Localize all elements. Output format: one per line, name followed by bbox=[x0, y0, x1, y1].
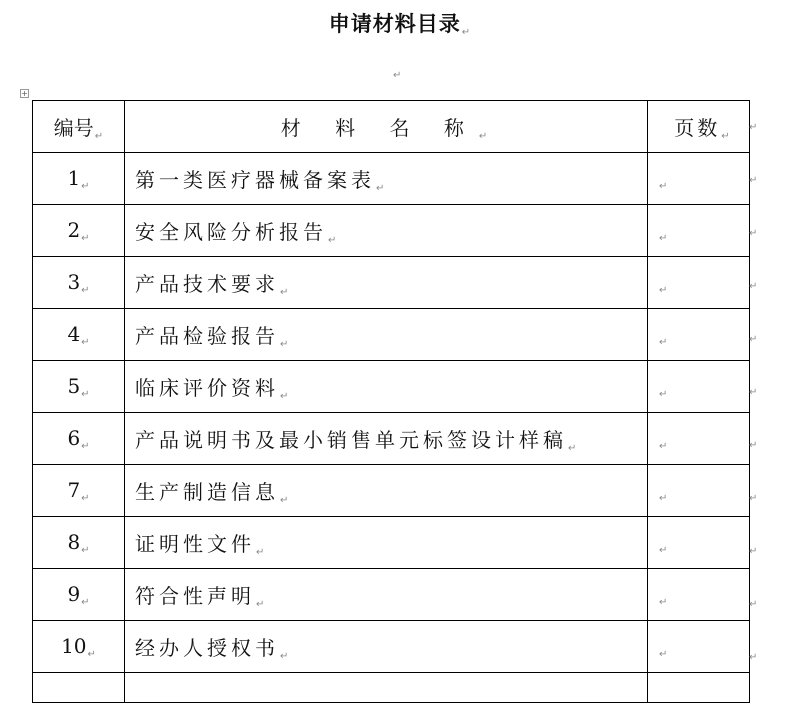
header-pages-label: 页数 bbox=[674, 115, 721, 140]
cell-number[interactable] bbox=[33, 673, 125, 703]
paragraph-mark-icon: ↵ bbox=[568, 442, 581, 454]
cell-pages[interactable] bbox=[648, 569, 750, 621]
paragraph-mark-icon: ↵ bbox=[81, 596, 90, 608]
document-title bbox=[0, 8, 800, 38]
paragraph-mark-icon: ↵ bbox=[659, 284, 668, 296]
cell-number-value: 10 bbox=[61, 633, 87, 658]
cell-pages[interactable] bbox=[648, 621, 750, 673]
paragraph-mark-icon: ↵ bbox=[659, 492, 668, 504]
paragraph-mark-icon: ↵ bbox=[659, 648, 668, 660]
cell-name-value: 生产制造信息 bbox=[135, 479, 279, 504]
paragraph-mark-icon: ↵ bbox=[659, 388, 668, 400]
paragraph-mark-icon: ↵ bbox=[87, 648, 96, 660]
paragraph-mark-icon: ↵ bbox=[376, 182, 389, 194]
cell-number-value: 6 bbox=[67, 425, 81, 450]
cell-name[interactable] bbox=[125, 569, 648, 621]
cell-pages[interactable] bbox=[648, 257, 750, 309]
paragraph-mark-icon: ↵ bbox=[280, 494, 293, 506]
cell-name-value: 第一类医疗器械备案表 bbox=[135, 167, 375, 192]
paragraph-mark-icon: ↵ bbox=[659, 440, 668, 452]
cell-name-value: 符合性声明 bbox=[135, 583, 255, 608]
paragraph-mark-icon: ↵ bbox=[659, 596, 668, 608]
paragraph-mark-icon: ↵ bbox=[81, 544, 90, 556]
table-row bbox=[33, 413, 750, 465]
header-cell-name[interactable] bbox=[125, 101, 648, 153]
row-end-mark-icon: ↵ bbox=[749, 387, 758, 398]
cell-pages[interactable] bbox=[648, 361, 750, 413]
table-row bbox=[33, 569, 750, 621]
cell-number-value: 3 bbox=[67, 269, 81, 294]
cell-name-value: 产品说明书及最小销售单元标签设计样稿 bbox=[135, 427, 567, 452]
row-end-mark-icon: ↵ bbox=[749, 493, 758, 504]
table-row bbox=[33, 205, 750, 257]
table-row bbox=[33, 465, 750, 517]
cell-name[interactable] bbox=[125, 621, 648, 673]
header-cell-pages[interactable] bbox=[648, 101, 750, 153]
row-end-mark-icon: ↵ bbox=[749, 440, 758, 451]
cell-name-value: 证明性文件 bbox=[135, 531, 255, 556]
cell-name-value: 临床评价资料 bbox=[135, 375, 279, 400]
paragraph-mark-icon: ↵ bbox=[478, 130, 502, 142]
cell-number[interactable] bbox=[33, 621, 125, 673]
cell-pages[interactable] bbox=[648, 517, 750, 569]
row-end-mark-icon: ↵ bbox=[749, 228, 758, 239]
row-end-mark-icon: ↵ bbox=[749, 334, 758, 345]
paragraph-mark-icon: ↵ bbox=[256, 546, 269, 558]
cell-name[interactable] bbox=[125, 361, 648, 413]
cell-pages[interactable] bbox=[648, 153, 750, 205]
cell-pages[interactable] bbox=[648, 309, 750, 361]
paragraph-mark-icon: ↵ bbox=[81, 492, 90, 504]
paragraph-mark-icon: ↵ bbox=[659, 544, 668, 556]
cell-pages[interactable] bbox=[648, 413, 750, 465]
row-end-mark-icon: ↵ bbox=[749, 122, 758, 133]
cell-number[interactable] bbox=[33, 361, 125, 413]
cell-name-value: 经办人授权书 bbox=[135, 635, 279, 660]
paragraph-mark-icon: ↵ bbox=[721, 130, 733, 142]
cell-name-value: 安全风险分析报告 bbox=[135, 219, 327, 244]
table-row bbox=[33, 517, 750, 569]
paragraph-mark-icon: ↵ bbox=[659, 232, 668, 244]
cell-number-value: 7 bbox=[67, 477, 81, 502]
cell-number[interactable] bbox=[33, 257, 125, 309]
row-end-mark-icon: ↵ bbox=[749, 546, 758, 557]
header-name-label: 材 料 名 称 bbox=[280, 115, 478, 140]
cell-number-value: 5 bbox=[67, 373, 81, 398]
table-row bbox=[33, 361, 750, 413]
cell-pages[interactable] bbox=[648, 465, 750, 517]
row-end-mark-icon: ↵ bbox=[749, 281, 758, 292]
cell-name[interactable] bbox=[125, 673, 648, 703]
cell-number[interactable] bbox=[33, 153, 125, 205]
cell-number-value: 8 bbox=[67, 529, 81, 554]
paragraph-mark-icon: ↵ bbox=[393, 70, 402, 81]
row-end-mark-icon: ↵ bbox=[749, 175, 758, 186]
table-row bbox=[33, 673, 750, 703]
cell-number[interactable] bbox=[33, 413, 125, 465]
header-cell-number[interactable] bbox=[33, 101, 125, 153]
cell-number[interactable] bbox=[33, 569, 125, 621]
paragraph-mark-icon: ↵ bbox=[659, 180, 668, 192]
paragraph-mark-icon: ↵ bbox=[256, 598, 269, 610]
paragraph-mark-icon: ↵ bbox=[81, 284, 90, 296]
cell-name[interactable] bbox=[125, 309, 648, 361]
cell-number[interactable] bbox=[33, 309, 125, 361]
paragraph-mark-icon: ↵ bbox=[328, 234, 341, 246]
cell-name[interactable] bbox=[125, 517, 648, 569]
table-header-row bbox=[33, 101, 750, 153]
paragraph-mark-icon: ↵ bbox=[461, 27, 472, 38]
paragraph-mark-icon: ↵ bbox=[81, 440, 90, 452]
paragraph-mark-icon: ↵ bbox=[280, 286, 293, 298]
paragraph-mark-icon: ↵ bbox=[280, 390, 293, 402]
cell-number-value: 4 bbox=[67, 321, 81, 346]
cell-pages[interactable] bbox=[648, 205, 750, 257]
cell-number-value: 9 bbox=[67, 581, 81, 606]
cell-name[interactable] bbox=[125, 153, 648, 205]
paragraph-mark-icon: ↵ bbox=[659, 336, 668, 348]
paragraph-mark-icon: ↵ bbox=[280, 650, 293, 662]
table-row bbox=[33, 621, 750, 673]
header-number-label: 编号 bbox=[53, 115, 94, 140]
paragraph-mark-icon: ↵ bbox=[81, 232, 90, 244]
cell-number[interactable] bbox=[33, 465, 125, 517]
table-row bbox=[33, 257, 750, 309]
paragraph-mark-icon: ↵ bbox=[81, 388, 90, 400]
paragraph-mark-icon: ↵ bbox=[94, 130, 104, 142]
cell-name[interactable] bbox=[125, 465, 648, 517]
row-end-mark-icon: ↵ bbox=[749, 599, 758, 610]
paragraph-mark-icon: ↵ bbox=[81, 336, 90, 348]
cell-number-value: 1 bbox=[67, 165, 81, 190]
cell-name[interactable] bbox=[125, 257, 648, 309]
materials-table bbox=[32, 100, 750, 703]
cell-number[interactable] bbox=[33, 517, 125, 569]
cell-number-value: 2 bbox=[67, 217, 81, 242]
cell-pages[interactable] bbox=[648, 673, 750, 703]
cell-name-value: 产品技术要求 bbox=[135, 271, 279, 296]
paragraph-mark-icon: ↵ bbox=[280, 338, 293, 350]
cell-name[interactable] bbox=[125, 205, 648, 257]
paragraph-mark-icon: ↵ bbox=[81, 180, 90, 192]
row-end-mark-icon: ↵ bbox=[749, 652, 758, 663]
cell-name[interactable] bbox=[125, 413, 648, 465]
cell-number[interactable] bbox=[33, 205, 125, 257]
table-row bbox=[33, 309, 750, 361]
table-row bbox=[33, 153, 750, 205]
table-move-handle-icon[interactable]: + bbox=[21, 89, 28, 98]
document-title-text: 申请材料目录 bbox=[328, 12, 461, 36]
cell-name-value: 产品检验报告 bbox=[135, 323, 279, 348]
